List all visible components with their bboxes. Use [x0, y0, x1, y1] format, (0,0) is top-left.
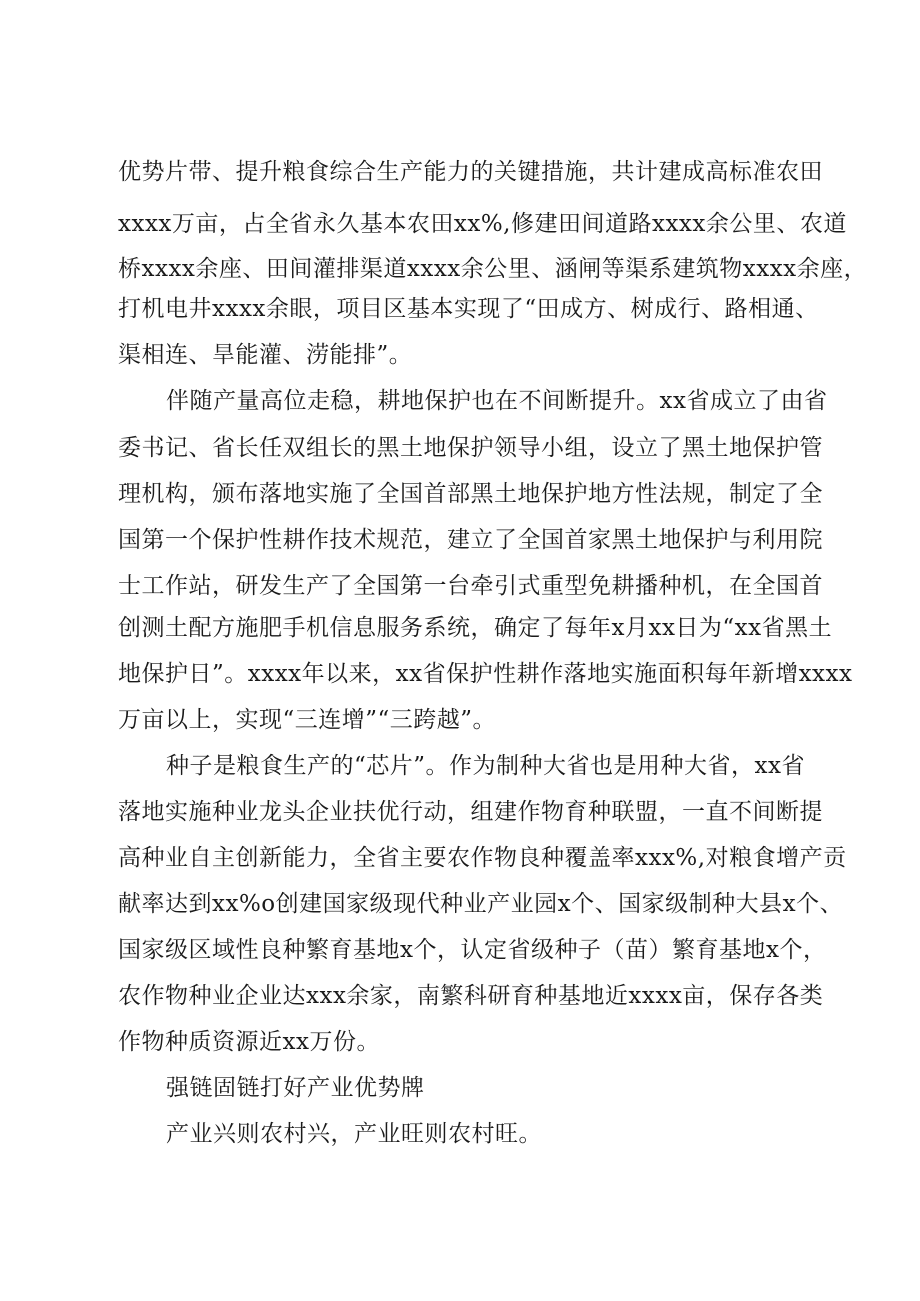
paragraph-3-line-6: 农作物种业企业达xxx余家，南繁科研育种基地近xxxx亩，保存各类 — [118, 983, 824, 1009]
paragraph-1-line-3: 桥xxxx余座、田间灌排渠道xxxx余公里、涵闸等渠系建筑物xxxx余座， — [118, 256, 868, 282]
paragraph-2-line-2: 委书记、省长任双组长的黑土地保护领导小组，设立了黑土地保护管 — [118, 435, 823, 461]
paragraph-3-line-1: 种子是粮食生产的“芯片”。作为制种大省也是用种大省，xx省 — [166, 753, 805, 779]
paragraph-2-line-6: 创测土配方施肥手机信息服务系统，确定了每年x月xx日为“xx省黑土 — [118, 615, 833, 641]
paragraph-3-line-7: 作物种质资源近xx万份。 — [118, 1029, 380, 1055]
paragraph-3-line-3: 高种业自主创新能力，全省主要农作物良种覆盖率xxx%,对粮食增产贡 — [118, 845, 847, 871]
paragraph-2-line-5: 士工作站，研发生产了全国第一台牵引式重型免耕播种机，在全国首 — [118, 573, 823, 599]
paragraph-2-line-3: 理机构，颁布落地实施了全国首部黑土地保护地方性法规，制定了全 — [118, 481, 823, 507]
paragraph-1-line-5: 渠相连、旱能灌、涝能排”。 — [118, 342, 413, 368]
paragraph-1-line-4: 打机电井xxxx余眼，项目区基本实现了“田成方、树成行、路相通、 — [118, 296, 819, 322]
paragraph-4-line-1: 产业兴则农村兴，产业旺则农村旺。 — [166, 1121, 542, 1147]
paragraph-2-line-1: 伴随产量高位走稳，耕地保护也在不间断提升。xx省成立了由省 — [166, 388, 828, 414]
paragraph-3-line-2: 落地实施种业龙头企业扶优行动，组建作物育种联盟，一直不间断提 — [118, 799, 823, 825]
section-heading: 强链固链打好产业优势牌 — [166, 1075, 425, 1101]
paragraph-2-line-8: 万亩以上，实现“三连增”“三跨越”。 — [118, 707, 497, 733]
paragraph-2-line-4: 国第一个保护性耕作技术规范，建立了全国首家黑土地保护与利用院 — [118, 527, 823, 553]
paragraph-1-line-1: 优势片带、提升粮食综合生产能力的关键措施，共计建成高标准农田 — [118, 159, 823, 185]
paragraph-3-line-4: 献率达到xx%o创建国家级现代种业产业园x个、国家级制种大县x个、 — [118, 891, 844, 917]
paragraph-3-line-5: 国家级区域性良种繁育基地x个，认定省级种子（苗）繁育基地x个， — [118, 937, 827, 963]
paragraph-2-line-7: 地保护日”。xxxx年以来，xx省保护性耕作落地实施面积每年新增xxxx — [118, 661, 853, 687]
paragraph-1-line-2: xxxx万亩，占全省永久基本农田xx%,修建田间道路xxxx余公里、农道 — [118, 211, 847, 237]
